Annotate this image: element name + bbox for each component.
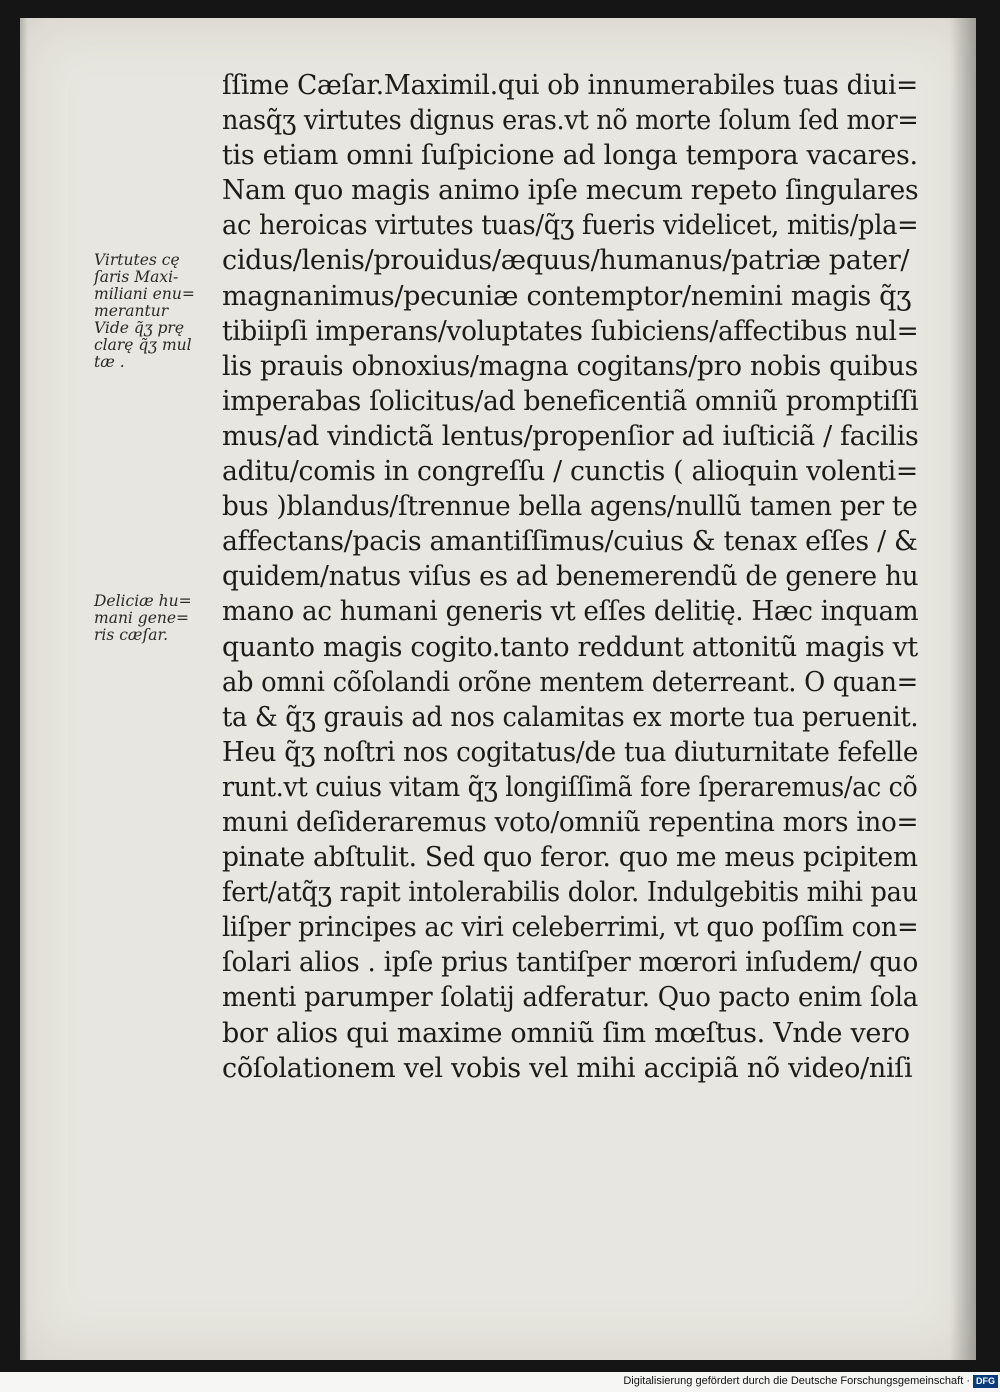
dfg-logo: DFG: [973, 1375, 998, 1388]
text-line: cidus/lenis/prouidus/æquus/humanus/patriæ pater/: [222, 245, 910, 277]
text-line: aditu/comis in congreſſu / cunctis ( alioquin volenti=: [222, 456, 918, 488]
text-line: ſſime Cæſar.Maximil.qui ob innumerabiles tuas diui=: [222, 70, 918, 101]
margin-note-line: Deliciæ hu=: [94, 592, 192, 610]
margin-note-virtues: [94, 252, 224, 371]
text-line: quidem/natus viſus es ad benemerendũ de genere hu: [222, 561, 919, 593]
text-line: cõſolationem vel vobis vel mihi accipiã nõ video/niſi: [222, 1052, 913, 1084]
margin-note-line: Virtutes cę: [94, 251, 180, 269]
text-line: bor alios qui maxime omniũ ſim mœſtus. Vnde vero: [222, 1017, 910, 1049]
margin-note-line: ſaris Maxi-: [94, 268, 179, 286]
text-line: liſper principes ac viri celeberrimi, vt quo poſſim con=: [222, 912, 919, 944]
text-line: menti parumper ſolatij adferatur. Quo pacto enim ſola: [222, 982, 919, 1014]
text-line: fert/atq̃ʒ rapit intolerabilis dolor. Indulgebitis mihi pau: [222, 877, 918, 909]
margin-note-line: ris cæſar.: [94, 626, 169, 644]
text-line: bus )blandus/ſtrennue bella agens/nullũ tamen per te: [222, 491, 918, 523]
margin-note-delights: [94, 593, 224, 644]
text-line: affectans/pacis amantiſſimus/cuius & tenax eſſes / &: [222, 526, 918, 558]
text-line: tibiipſi imperans/voluptates ſubiciens/affectibus nul=: [222, 315, 919, 347]
margin-note-line: miliani enu=: [94, 285, 195, 303]
text-line: runt.vt cuius vitam q̃ʒ longiſſimã fore ſperaremus/ac cõ: [222, 771, 918, 803]
margin-note-line: Vide q̃ʒ prę: [94, 319, 185, 337]
text-line: imperabas ſolicitus/ad beneficentiã omniũ promptiſſi: [222, 385, 919, 417]
margin-note-line: tæ .: [94, 353, 125, 371]
text-line: ac heroicas virtutes tuas/q̃ʒ fueris videlicet, mitis/pla=: [222, 210, 919, 242]
text-line: Heu q̃ʒ noſtri nos cogitatus/de tua diuturnitate fefelle: [222, 736, 919, 768]
text-line: ſolari alios . ipſe prius tantiſper mœrori inſudem/ quo: [222, 947, 919, 979]
text-line: tis etiam omni ſuſpicione ad longa tempora vacares.: [222, 140, 918, 172]
margin-note-line: merantur: [94, 302, 169, 320]
text-line: magnanimus/pecuniæ contemptor/nemini magis q̃ʒ: [222, 280, 912, 312]
text-line: quanto magis cogito.tanto reddunt attonitũ magis vt: [222, 631, 918, 663]
page-edge-shadow: [20, 18, 28, 1360]
funding-credit: Digitalisierung gefördert durch die Deutsche Forschungsgemeinschaft ·: [623, 1375, 970, 1387]
text-line: mano ac humani generis vt eſſes delitię. Hæc inquam: [222, 596, 919, 628]
footer-bar: [0, 1372, 1000, 1392]
text-line: ta & q̃ʒ grauis ad nos calamitas ex morte tua peruenit.: [222, 701, 919, 733]
text-line: mus/ad vindictã lentus/propenſior ad iuſticiã / facilis: [222, 420, 919, 452]
gutter-shadow: [950, 18, 976, 1360]
margin-note-line: clarę q̃ʒ mul: [94, 336, 192, 354]
text-line: lis prauis obnoxius/magna cogitans/pro nobis quibus: [222, 350, 919, 382]
text-line: pinate abſtulit. Sed quo feror. quo me meus pcipitem: [222, 842, 918, 874]
text-line: Nam quo magis animo ipſe mecum repeto ſingulares: [222, 175, 919, 207]
text-line: ab omni cõſolandi orõne mentem deterreant. O quan=: [222, 666, 918, 698]
text-line: nasq̃ʒ virtutes dignus eras.vt nõ morte ſolum ſed mor=: [222, 105, 919, 137]
main-text-block: [222, 68, 922, 1086]
margin-note-line: mani gene=: [94, 609, 190, 627]
text-line: muni deſideraremus voto/omniũ repentina mors ino=: [222, 806, 919, 838]
